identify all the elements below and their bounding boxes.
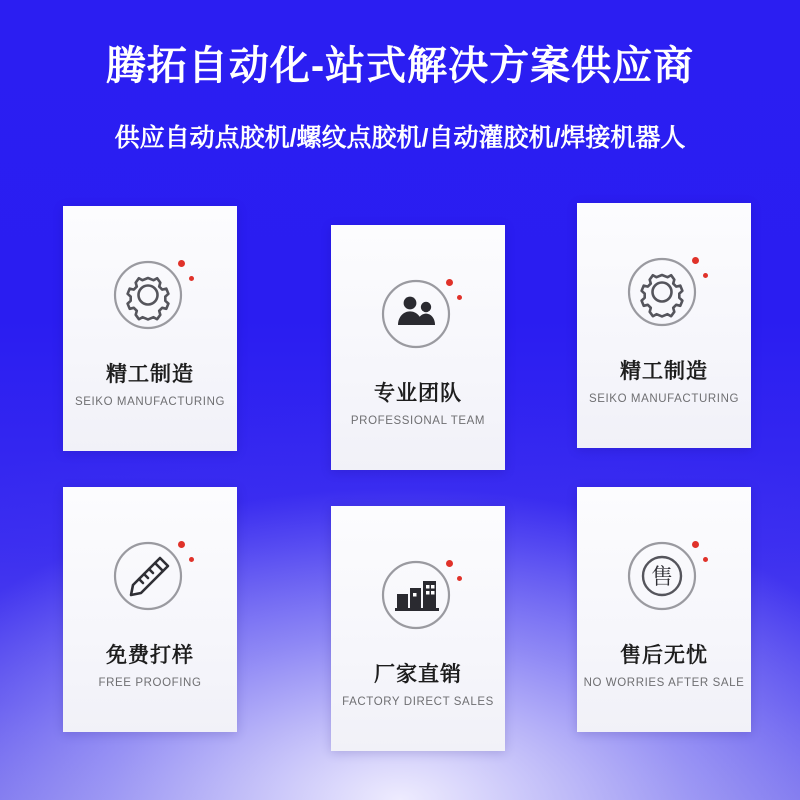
feature-card [63, 487, 237, 732]
card-title-en: SEIKO MANUFACTURING [74, 396, 226, 409]
card-text [331, 381, 505, 427]
accent-dot [703, 273, 708, 278]
card-title-cn: 免费打样 [106, 644, 194, 667]
accent-dot [446, 560, 453, 567]
feature-card-grid [0, 203, 800, 763]
svg-text:售: 售 [650, 564, 674, 589]
feature-card [331, 506, 505, 751]
gear-icon [621, 247, 707, 333]
card-text [63, 643, 237, 689]
team-people-icon [375, 269, 461, 355]
accent-dot [457, 576, 462, 581]
after-sales-icon [621, 531, 707, 617]
accent-dot [446, 279, 453, 286]
card-title-en: FACTORY DIRECT SALES [342, 696, 494, 709]
card-title-en: PROFESSIONAL TEAM [350, 415, 486, 428]
gear-icon [107, 250, 193, 336]
card-title-cn: 售后无忧 [620, 644, 708, 667]
pencil-ruler-icon [107, 531, 193, 617]
accent-dot [189, 276, 194, 281]
factory-icon [375, 550, 461, 636]
page-subtitle: 供应自动点胶机/螺纹点胶机/自动灌胶机/焊接机器人 [114, 124, 686, 152]
accent-dot [692, 541, 699, 548]
accent-dot [178, 541, 185, 548]
page-title: 腾拓自动化-站式解决方案供应商 [105, 44, 695, 88]
accent-dot [189, 557, 194, 562]
card-title-cn: 专业团队 [374, 382, 462, 405]
feature-card [331, 225, 505, 470]
card-title-en: NO WORRIES AFTER SALE [583, 677, 745, 690]
card-title-en: FREE PROOFING [98, 677, 202, 690]
card-title-cn: 厂家直销 [374, 663, 462, 686]
accent-dot [178, 260, 185, 267]
card-text [63, 362, 237, 408]
card-title-cn: 精工制造 [620, 360, 708, 383]
card-text [577, 643, 751, 689]
card-text [331, 662, 505, 708]
feature-card [577, 203, 751, 448]
feature-card [577, 487, 751, 732]
card-title-cn: 精工制造 [106, 363, 194, 386]
card-text [577, 359, 751, 405]
accent-dot [457, 295, 462, 300]
accent-dot [703, 557, 708, 562]
accent-dot [692, 257, 699, 264]
feature-card [63, 206, 237, 451]
card-title-en: SEIKO MANUFACTURING [588, 393, 740, 406]
